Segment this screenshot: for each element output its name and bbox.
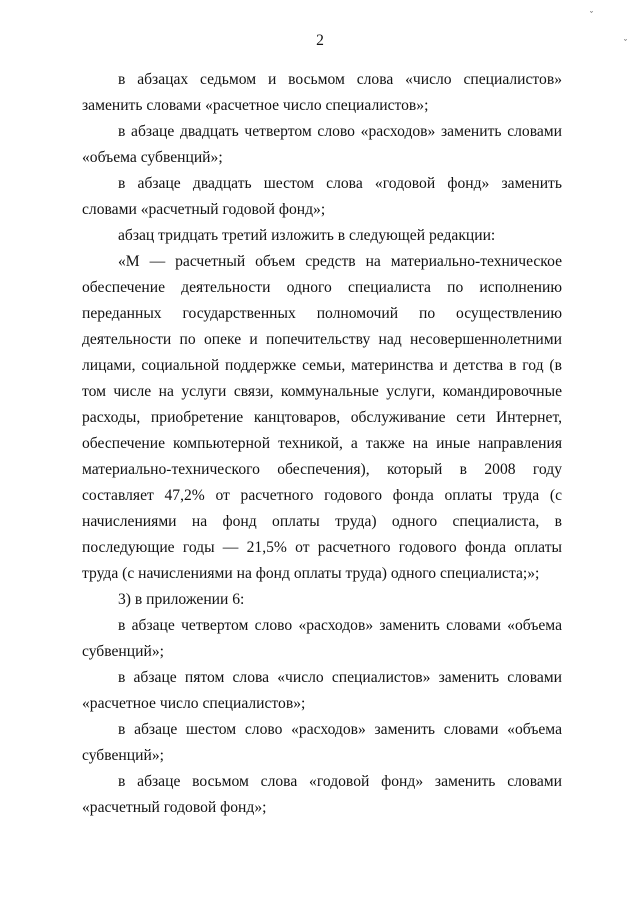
scan-mark-edge: ˇ xyxy=(624,38,627,48)
paragraph: в абзаце двадцать шестом слова «годовой фонд» заменить словами «расчетный годовой фонд»; xyxy=(82,175,562,218)
paragraph: в абзацах седьмом и восьмом слова «число специалистов» заменить словами «расчетное число специалистов»; xyxy=(82,71,562,114)
document-body xyxy=(82,67,562,821)
paragraph: в абзаце восьмом слова «годовой фонд» заменить словами «расчетный годовой фонд»; xyxy=(82,773,562,816)
paragraph: 3) в приложении 6: xyxy=(118,591,245,608)
page-number: 2 xyxy=(316,32,324,49)
paragraph: в абзаце двадцать четвертом слово «расходов» заменить словами «объема субвенций»; xyxy=(82,123,562,166)
paragraph: «М — расчетный объем средств на материально-техническое обеспечение деятельности одного специалиста по исполнению переданных государственных полномочий по осуществлению деятельности по опеке и попечительству над несовершеннолетними лицами, социальной поддержке семьи, материнства и детства в год (в том числе на услуги связи, коммунальные услуги, командировочные расходы, приобретение канцтоваров, обслуживание сети Интернет, обеспечение компьютерной техникой, а также на иные направления материально-технического обеспечения), который в 2008 году составляет 47,2% от расчетного годового фонда оплаты труда (с начислениями на фонд оплаты труда) одного специалиста, в последующие годы — 21,5% от расчетного годового фонда оплаты труда (с начислениями на фонд оплаты труда) одного специалиста;»; xyxy=(82,253,562,582)
paragraph: абзац тридцать третий изложить в следующей редакции: xyxy=(118,227,496,244)
scan-mark-top: ˇ xyxy=(590,10,593,20)
paragraph: в абзаце шестом слово «расходов» заменить словами «объема субвенций»; xyxy=(82,721,562,764)
paragraph: в абзаце четвертом слово «расходов» заменить словами «объема субвенций»; xyxy=(82,617,562,660)
paragraph: в абзаце пятом слова «число специалистов» заменить словами «расчетное число специалистов»; xyxy=(82,669,562,712)
